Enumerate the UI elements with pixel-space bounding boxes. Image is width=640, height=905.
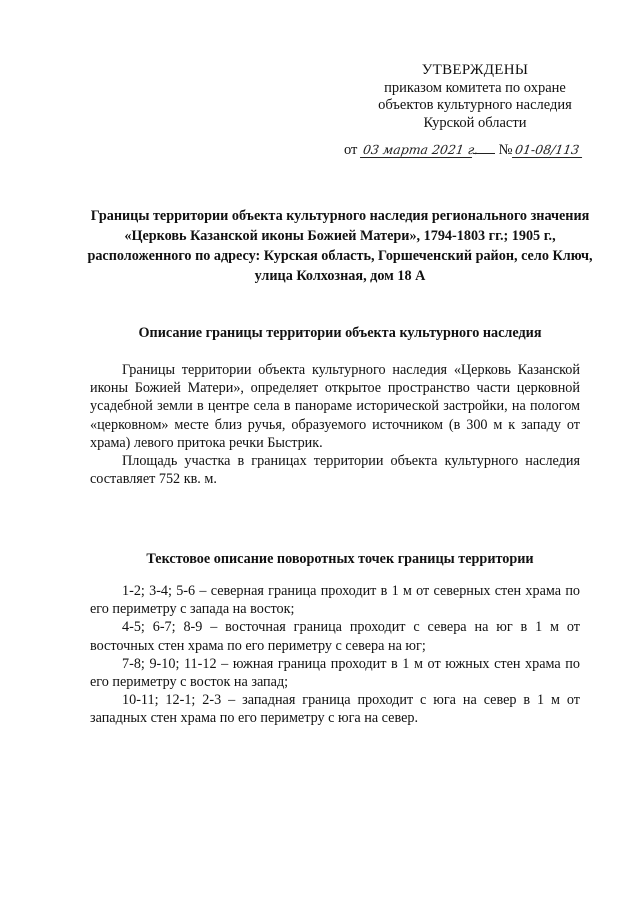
approval-line-1: приказом комитета по охране bbox=[384, 79, 566, 96]
boundary-description-body bbox=[90, 361, 580, 488]
section-heading-boundary-description: Описание границы территории объекта культурного наследия bbox=[138, 325, 542, 341]
approval-heading: УТВЕРЖДЕНЫ bbox=[421, 62, 529, 78]
document-title: Границы территории объекта культурного наследия регионального значения «Церковь Казанской иконы Божией Матери», 1794-1803 гг.; 1905 г., расположенного по адресу: Курская область, Горшеченский район, село Ключ, улица Колхозная, дом 18 А bbox=[87, 208, 593, 284]
approval-line-3: Курской области bbox=[423, 114, 527, 131]
paragraph: 4-5; 6-7; 8-9 – восточная граница проходит с севера на юг в 1 м от восточных стен храма по его периметру с севера на юг; bbox=[90, 619, 580, 654]
paragraph: 10-11; 12-1; 2-3 – западная граница проходит с юга на север в 1 м от западных стен храма по его периметру с юга на север. bbox=[90, 692, 580, 727]
approval-block bbox=[330, 62, 620, 132]
handwritten-date: 03 марта 2021 г. bbox=[360, 143, 474, 158]
approval-line-2: объектов культурного наследия bbox=[378, 97, 572, 113]
order-reference bbox=[344, 141, 624, 159]
from-label: от bbox=[344, 142, 358, 158]
handwritten-number: 01-08/113 bbox=[511, 143, 583, 158]
section-heading-turning-points: Текстовое описание поворотных точек границы территории bbox=[146, 551, 534, 567]
number-label: № bbox=[498, 142, 513, 158]
paragraph: 7-8; 9-10; 11-12 – южная граница проходит в 1 м от южных стен храма по его периметру с восток на запад; bbox=[90, 655, 580, 691]
turning-points-body bbox=[90, 582, 580, 728]
paragraph: Границы территории объекта культурного наследия «Церковь Казанской иконы Божией Матери», определяет открытое пространство части церковной усадебной земли в центре села в панораме исторической застройки, на пологом «церковном» месте близ ручья, образуемого источником (в 300 м к западу от храма) левого притока речки Быстрик. bbox=[90, 362, 580, 451]
paragraph: 1-2; 3-4; 5-6 – северная граница проходит в 1 м от северных стен храма по его периметру с запада на восток; bbox=[90, 583, 580, 618]
paragraph: Площадь участка в границах территории объекта культурного наследия составляет 752 кв. м. bbox=[90, 453, 580, 488]
